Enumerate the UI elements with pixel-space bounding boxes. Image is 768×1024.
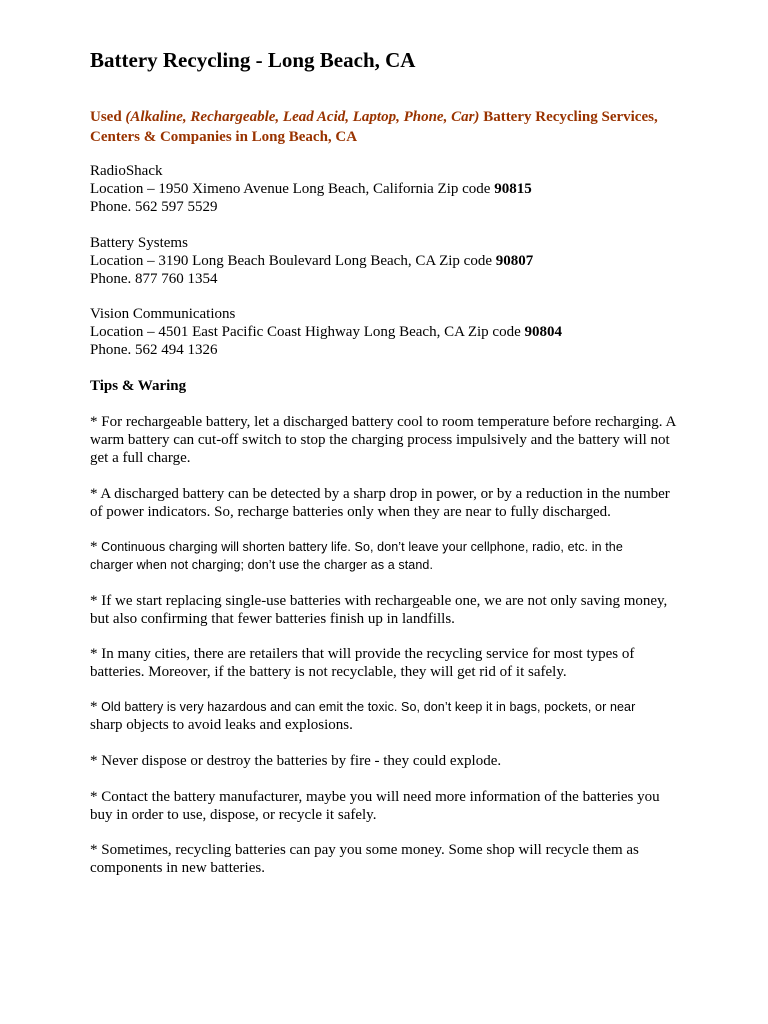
tips-heading: Tips & Waring	[90, 378, 187, 394]
tip-text-continued: sharp objects to avoid leaks and explosions.	[90, 717, 353, 733]
tip-text: Old battery is very hazardous and can emit the toxic. So, don’t keep it in bags, pockets, or near	[97, 700, 636, 714]
page-title: Battery Recycling - Long Beach, CA	[90, 48, 416, 72]
location-address-text: Location – 1950 Ximeno Avenue Long Beach, California Zip code	[90, 181, 495, 197]
tip-item: * If we start replacing single-use batteries with rechargeable one, we are not only saving money, but also confirming that fewer batteries finish up in landfills.	[90, 593, 668, 627]
tip-item: * For rechargeable battery, let a discharged battery cool to room temperature before recharging. A warm battery can cut-off switch to stop the charging process impulsively and the battery will not get a full charge.	[90, 414, 676, 466]
location-name: RadioShack	[90, 163, 163, 179]
subtitle-suffix: Battery Recycling Services, Centers & Companies in Long Beach, CA	[90, 109, 658, 145]
location-address-text: Location – 3190 Long Beach Boulevard Long Beach, CA Zip code	[90, 253, 496, 269]
location-address	[90, 180, 532, 198]
tip-item: * A discharged battery can be detected by a sharp drop in power, or by a reduction in the number of power indicators. So, recharge batteries only when they are near to fully discharged.	[90, 486, 670, 520]
location-phone: Phone. 562 597 5529	[90, 199, 218, 215]
subtitle-battery-types: (Alkaline, Rechargeable, Lead Acid, Laptop, Phone, Car)	[125, 109, 480, 125]
tip-item	[90, 698, 635, 716]
tip-text-continued: charger when not charging; don’t use the charger as a stand.	[90, 558, 434, 572]
location-zip: 90807	[495, 253, 534, 269]
subtitle-prefix: Used	[90, 109, 126, 125]
tip-bullet: *	[90, 539, 98, 555]
tip-item	[90, 538, 623, 556]
tip-text: Continuous charging will shorten battery life. So, don’t leave your cellphone, radio, etc. in the	[97, 540, 623, 554]
location-phone: Phone. 562 494 1326	[90, 342, 218, 358]
location-address	[90, 323, 562, 341]
tip-item: * Sometimes, recycling batteries can pay you some money. Some shop will recycle them as components in new batteries.	[90, 842, 639, 876]
location-address-text: Location – 4501 East Pacific Coast Highway Long Beach, CA Zip code	[90, 324, 525, 340]
tip-item: * Contact the battery manufacturer, maybe you will need more information of the batteries you buy in order to use, dispose, or recycle it safely.	[90, 789, 660, 823]
location-zip: 90804	[524, 324, 562, 340]
page-subtitle	[90, 107, 690, 147]
tip-item: * In many cities, there are retailers that will provide the recycling service for most types of batteries. Moreover, if the battery is not recyclable, they will get rid of it safely.	[90, 646, 635, 680]
location-zip: 90815	[494, 181, 532, 197]
location-phone: Phone. 877 760 1354	[90, 271, 218, 287]
location-address	[90, 252, 533, 270]
location-name: Vision Communications	[90, 306, 236, 322]
tip-item: * Never dispose or destroy the batteries by fire - they could explode.	[90, 753, 502, 769]
tip-bullet: *	[90, 699, 98, 715]
location-name: Battery Systems	[90, 235, 188, 251]
